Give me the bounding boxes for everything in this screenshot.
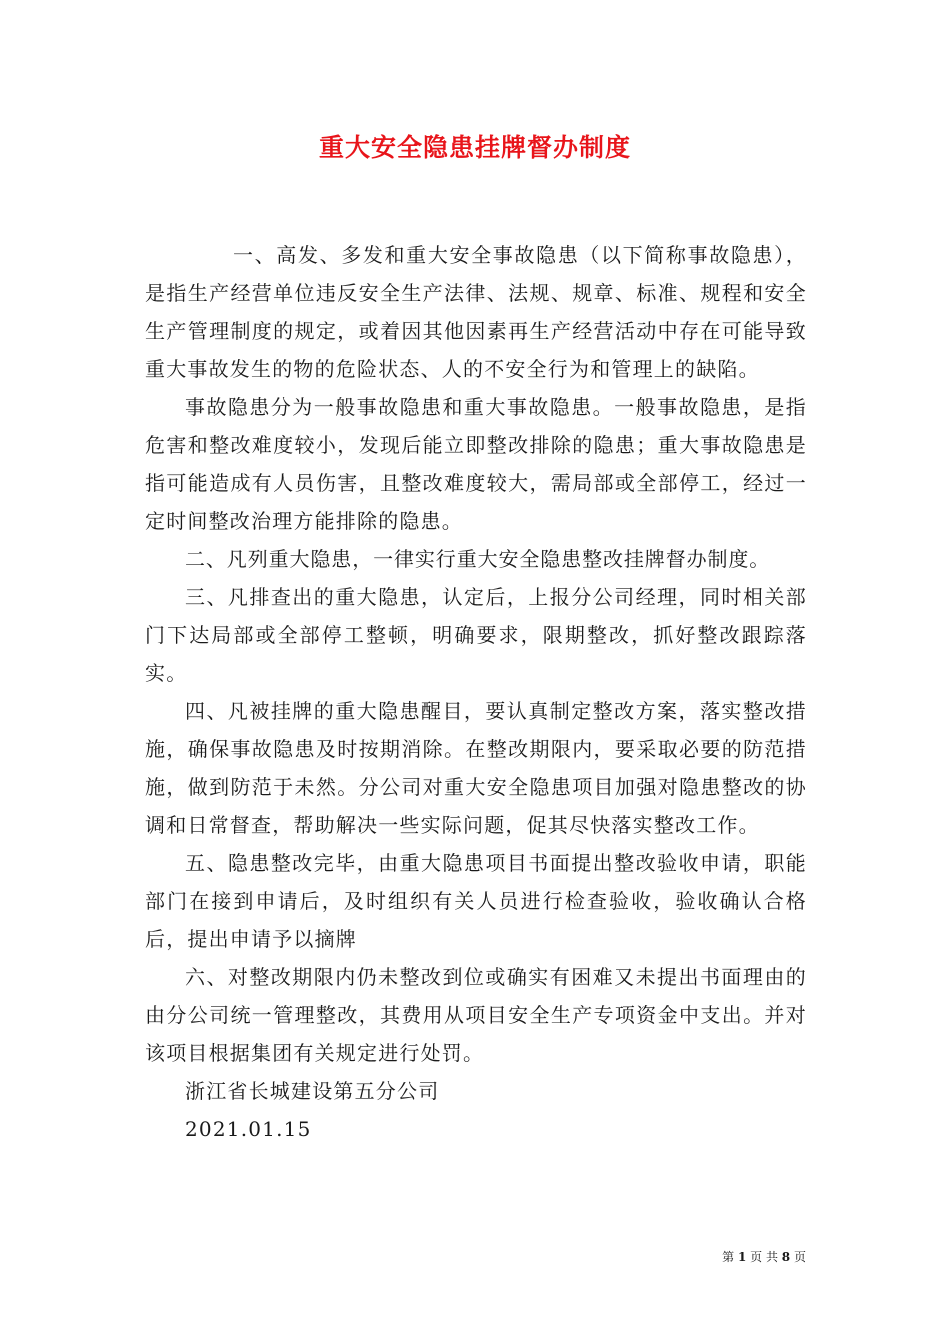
page-middle: 页 共 bbox=[750, 1250, 778, 1264]
paragraph-4: 三、凡排查出的重大隐患，认定后，上报分公司经理，同时相关部门下达局部或全部停工整顿，明确要求，限期整改，抓好整改跟踪落实。 bbox=[145, 585, 807, 685]
document-date: 2021.01.15 bbox=[185, 1117, 312, 1141]
paragraph-5: 四、凡被挂牌的重大隐患醒目，要认真制定整改方案，落实整改措施，确保事故隐患及时按期消除。在整改期限内，要采取必要的防范措施，做到防范于未然。分公司对重大安全隐患项目加强对隐患整改的协调和日常督查，帮助解决一些实际问题，促其尽快落实整改工作。 bbox=[145, 699, 807, 837]
paragraph-3: 二、凡列重大隐患，一律实行重大安全隐患整改挂牌督办制度。 bbox=[185, 547, 771, 571]
paragraph-7: 六、对整改期限内仍未整改到位或确实有困难又未提出书面理由的由分公司统一管理整改，其费用从项目安全生产专项资金中支出。并对该项目根据集团有关规定进行处罚。 bbox=[145, 965, 807, 1065]
document-title: 重大安全隐患挂牌督办制度 bbox=[318, 133, 631, 162]
paragraph-1: 一、高发、多发和重大安全事故隐患（以下简称事故隐患），是指生产经营单位违反安全生产法律、法规、规章、标准、规程和安全生产管理制度的规定，或着因其他因素再生产经营活动中存在可能导致重大事故发生的物的危险状态、人的不安全行为和管理上的缺陷。 bbox=[145, 243, 807, 381]
signature: 浙江省长城建设第五分公司 bbox=[185, 1079, 440, 1103]
paragraph-2: 事故隐患分为一般事故隐患和重大事故隐患。一般事故隐患，是指危害和整改难度较小，发现后能立即整改排除的隐患；重大事故隐患是指可能造成有人员伤害，且整改难度较大，需局部或全部停工，经过一定时间整改治理方能排除的隐患。 bbox=[145, 395, 807, 533]
document-body bbox=[145, 236, 807, 1148]
total-pages: 8 bbox=[781, 1250, 791, 1264]
page-prefix: 第 bbox=[722, 1250, 735, 1264]
page-number bbox=[722, 1248, 806, 1265]
paragraph-6: 五、隐患整改完毕，由重大隐患项目书面提出整改验收申请，职能部门在接到申请后，及时组织有关人员进行检查验收，验收确认合格后，提出申请予以摘牌 bbox=[145, 851, 807, 951]
current-page: 1 bbox=[737, 1250, 747, 1264]
page-suffix: 页 bbox=[793, 1250, 806, 1264]
